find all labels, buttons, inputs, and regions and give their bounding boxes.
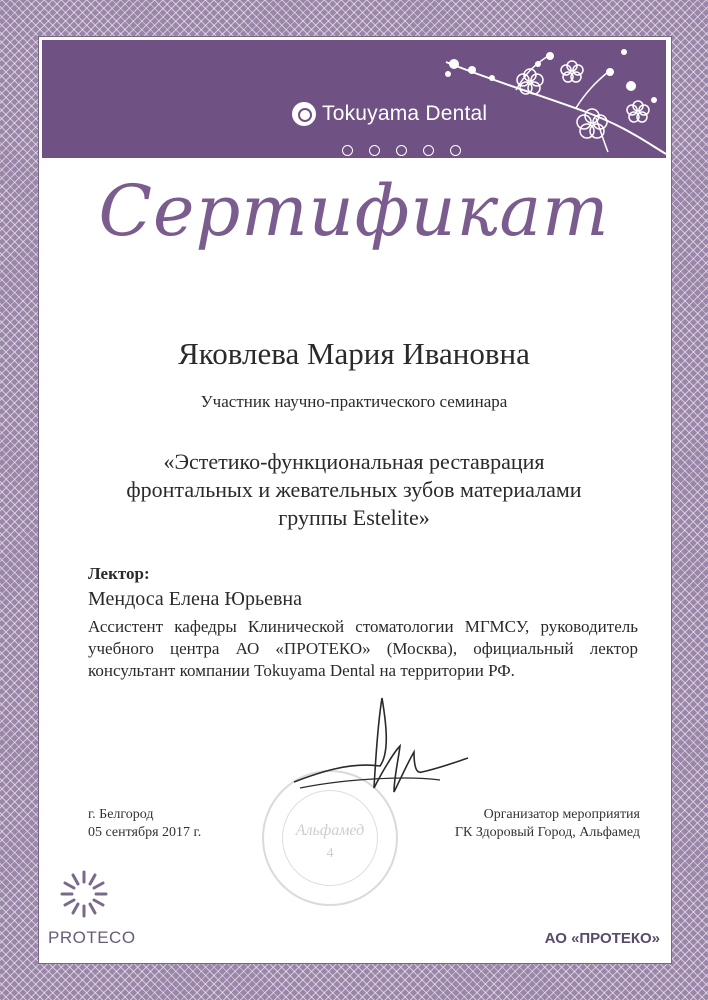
recipient-role: Участник научно-практического семинара: [200, 392, 508, 411]
signature-icon: [290, 692, 470, 802]
date: 05 сентября 2017 г.: [88, 825, 202, 840]
recipient-name: Яковлева Мария Ивановна: [178, 336, 530, 371]
organizer-name: ГК Здоровый Город, Альфамед: [454, 825, 640, 840]
seminar-line: группы Estelite»: [278, 505, 430, 530]
lecturer-description: Ассистент кафедры Клинической стоматологии МГМСУ, руководитель учебного центра АО «ПРОТЕКО» (Москва), официальный лектор консультант компании Tokuyama Dental на территории РФ.: [88, 617, 638, 680]
dot-icon: [396, 145, 407, 156]
dot-icon: [450, 145, 461, 156]
lecturer-name: Мендоса Елена Юрьевна: [88, 588, 303, 610]
city: г. Белгород: [88, 807, 154, 822]
company-name: АО «ПРОТЕКО»: [544, 930, 660, 947]
proteco-logo-text: PROTECO: [48, 928, 136, 947]
proteco-logo-icon: [58, 868, 110, 920]
stamp-number: 4: [326, 846, 334, 861]
lecturer-label: Лектор:: [88, 564, 150, 583]
stamp-text: Альфамед: [295, 822, 365, 839]
organizer-label: Организатор мероприятия: [483, 807, 640, 822]
organizer-block: [380, 806, 640, 842]
seminar-line: «Эстетико-функциональная реставрация: [163, 449, 545, 474]
cherry-blossom-branch-icon: [426, 42, 666, 158]
dot-icon: [342, 145, 353, 156]
seminar-title: [90, 448, 618, 532]
decorative-dots: [342, 145, 461, 156]
tokuyama-logo: [292, 102, 487, 126]
certificate-title: Сертификат: [98, 170, 610, 252]
dot-icon: [423, 145, 434, 156]
brand-name: Tokuyama Dental: [322, 102, 488, 125]
event-location: [88, 806, 201, 842]
seminar-line: фронтальных и жевательных зубов материалами: [126, 477, 582, 502]
dot-icon: [369, 145, 380, 156]
tokuyama-logo-icon: [292, 102, 316, 126]
